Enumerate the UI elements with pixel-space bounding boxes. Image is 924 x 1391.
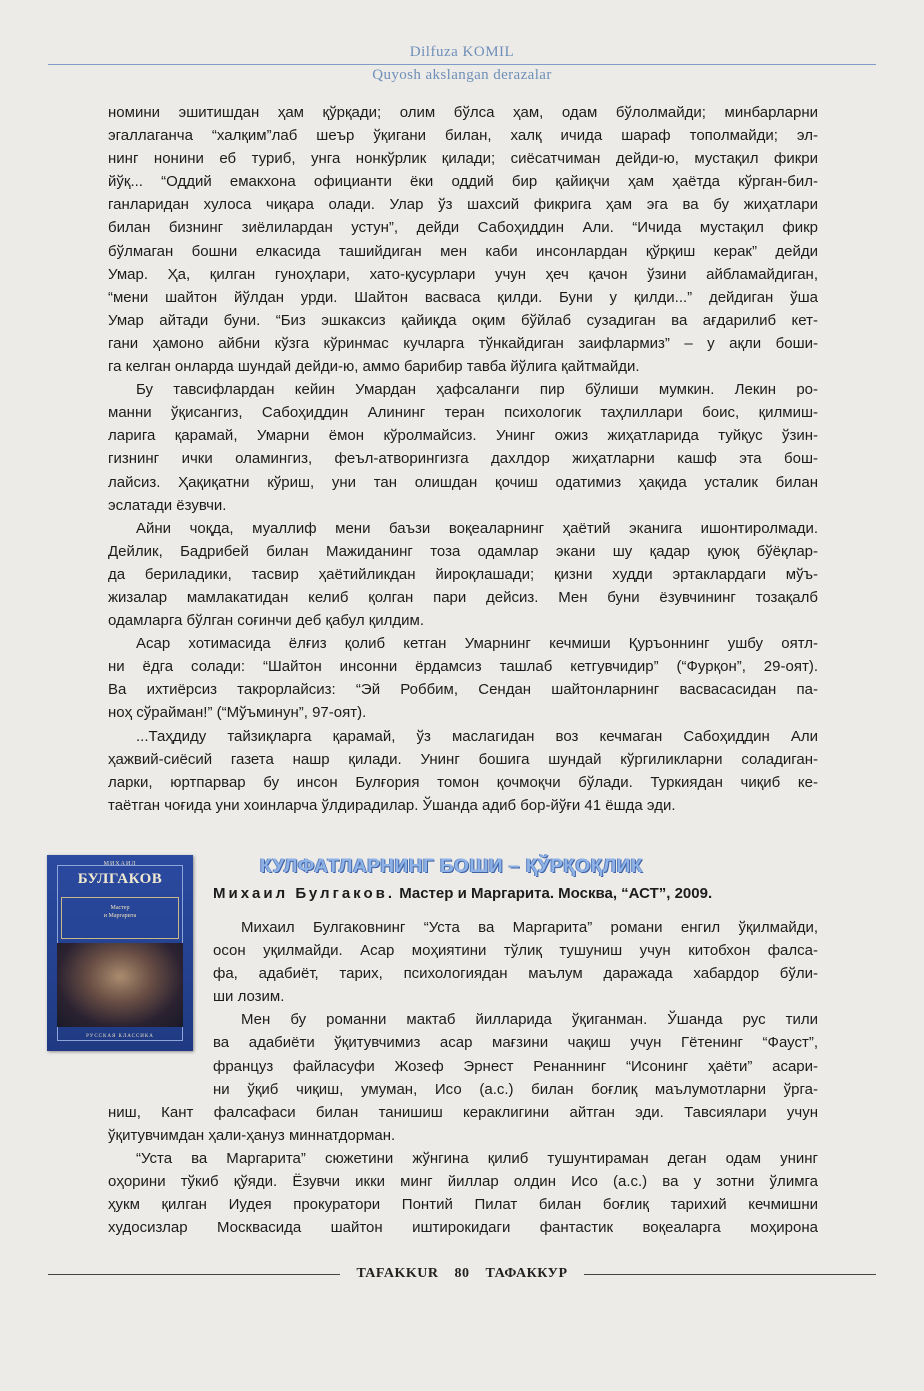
footer-magazine-cyrillic: ТАФАККУР: [485, 1266, 568, 1281]
paragraph: [108, 101, 818, 378]
footer-text: [340, 1266, 583, 1282]
book-reference: [213, 885, 712, 902]
text-line: Михаил Булгаковнинг “Уста ва Маргарита” романи енгил ўқилмайди,: [241, 919, 818, 936]
text-line: жизалар мамлакатидан келиб қолган пари дейсиз. Мен буни ёзувчининг тозақалб: [108, 588, 818, 606]
paragraph: [213, 916, 818, 1008]
text-line: Мен бу романни мактаб йилларида ўқиганман. Ўшанда рус тили: [241, 1011, 818, 1029]
text-line: билан бизнинг зиёлилардан устун”, дейди Сабоҳиддин Али. “Ичида мустақил фикр: [108, 219, 818, 237]
text-line: ларига қарамай, Умарни ёмон кўролмайсиз. Унинг ожиз жиҳатларида туйқус ўзин-: [108, 427, 818, 445]
paragraph: [108, 1147, 818, 1239]
cover-illustration: [57, 943, 183, 1027]
text-line: гизнинг ички оламингиз, феъл-атворингизга дахлдор жиҳатларни кашф эта бош-: [108, 450, 818, 468]
cover-series-name: РУССКАЯ КЛАССИКА: [86, 1034, 154, 1039]
text-line: манни ўқисангиз, Сабоҳиддин Алининг теран психологик таҳлиллари боис, қилмиш-: [108, 404, 818, 422]
text-line: таётган чоғида уни хоинларча ўлдирадилар. Ўшанда адиб бор-йўғи 41 ёшда эди.: [108, 796, 676, 814]
text-line: да бериладики, тасвир ҳаётийликдан йироқлашади; қизни худди эртаклардаги мўъ-: [108, 565, 818, 583]
paragraph: [108, 517, 818, 632]
page-number: 80: [454, 1266, 470, 1281]
article-body-top: [108, 101, 818, 817]
text-line: ...Таҳдиду тайзиқларга қарамай, ўз маслагидан воз кечмаган Сабоҳиддин Али: [136, 727, 818, 745]
text-line: гани ҳамоно айбни кўзга кўринмас кучларга тўнкайдиган заифлармиз” – у ақли боши-: [108, 334, 818, 352]
text-line: ўқитувчимдан ҳали-ҳануз миннатдорман.: [108, 1127, 396, 1145]
article-body-bottom-narrow: [213, 916, 818, 1101]
footer-rule-left: [48, 1274, 340, 1275]
text-line: га келган онларда шундай дейди-ю, аммо барибир тавба йўлига қайтмайди.: [108, 358, 640, 376]
header-rule: [48, 64, 876, 65]
text-line: одамларга бўлган соғинчи деб қабул қилдим.: [108, 612, 425, 630]
text-line: Асар хотимасида ёлғиз қолиб кетган Умарнинг кечмиши Қуръоннинг ушбу оятл-: [136, 635, 818, 653]
article-body-bottom-wide: [108, 1101, 818, 1240]
text-line: номини эшитишдан ҳам қўрқади; олим бўлса ҳам, одам бўлолмайди; минбарларни: [108, 104, 818, 121]
cover-title-line2: и Маргарита: [103, 913, 137, 919]
text-line: эслатади ёзувчи.: [108, 496, 227, 514]
header-author: Dilfuza KOMIL: [409, 44, 515, 60]
text-line: ни ўқиб чиқиш, умуман, Исо (а.с.) билан боғлиқ маълумотларни ўрга-: [213, 1080, 818, 1098]
paragraph-continued: [108, 1101, 818, 1147]
cover-book-title: [47, 904, 193, 920]
cover-author-first-name: МИХАИЛ: [103, 861, 137, 867]
page-footer: [48, 1266, 876, 1282]
text-line: ноҳ сўрайман!” (“Мўъминун”, 97-оят).: [108, 704, 367, 722]
book-cover-image: [47, 855, 193, 1051]
paragraph: [213, 1008, 818, 1100]
text-line: “мени шайтон йўлдан урди. Шайтон васваса қилди. Буни у қилди...” дейдиган ўша: [108, 288, 818, 306]
text-line: ниш, Кант фалсафаси билан танишиш кераклигини айтган эди. Тавсиялари учун: [108, 1104, 818, 1121]
text-line: нинг нонини еб туриб, унга нонкўрлик қилади; сиёсатчиман дейди-ю, мустақил фикри: [108, 150, 818, 168]
paragraph: [108, 632, 818, 724]
text-line: Ва ихтиёрсиз такрорлайсиз: “Эй Роббим, Сендан шайтонларнинг васвасасидан па-: [108, 681, 818, 699]
text-line: худосизлар Москвасида шайтон иштирокидаги фантастик воқеаларга моҳирона: [108, 1219, 818, 1237]
book-ref-author: Михаил Булгаков.: [213, 885, 396, 902]
text-line: ҳукм қилган Иудея прокуратори Понтий Пилат билан боғлиқ тарихий кечмишни: [108, 1196, 818, 1214]
text-line: ва адабиёти ўқитувчимиз асар мағзини чақиш учун Гётенинг “Фауст”,: [213, 1034, 818, 1052]
text-line: Бу тавсифлардан кейин Умардан ҳафсаланги пир бўлиши мумкин. Лекин ро-: [136, 381, 818, 399]
text-line: ни ёдга солади: “Шайтон инсонни ёрдамсиз ташлаб кетгувчидир” (“Фурқон”, 29-оят).: [108, 658, 818, 676]
text-line: оҳорини тўкиб қўяди. Ёзувчи икки минг йиллар олдин Исо (а.с.) ва у зотни ўлимга: [108, 1173, 818, 1191]
text-line: эгаллаганча “халқим”лаб шеър ўқигани билан, халқ ичида шараф тополмайди; эл-: [108, 127, 818, 145]
footer-magazine-latin: TAFAKKUR: [356, 1266, 439, 1281]
book-ref-details: Мастер и Маргарита. Москва, “АСТ”, 2009.: [395, 885, 713, 902]
cover-title-line1: Мастер: [110, 905, 130, 911]
text-line: ши лозим.: [213, 988, 285, 1006]
text-line: Умар. Ҳа, қилган гуноҳлари, хато-қусурлари учун ҳеч қачон ўзини айбламайдиган,: [108, 265, 818, 283]
text-line: бўлмаган бошни елкасида ташийдиган мен каби инсонлардан қўрқиш керак” дейди: [108, 242, 818, 260]
paragraph: [108, 725, 818, 817]
text-line: Айни чоқда, муаллиф мени баъзи воқеаларнинг ҳаётий эканига ишонтиролмади.: [136, 519, 818, 537]
text-line: лайсиз. Ҳақиқатни кўриш, уни тан олишдан қочиш одатимиз ҳақида усталик билан: [108, 473, 818, 491]
section-heading: КУЛФАТЛАРНИНГ БОШИ – ҚЎРҚОҚЛИК: [260, 856, 643, 877]
text-line: осон уқилмайди. Асар моҳиятини тўлиқ тушуниш учун китобхон фалса-: [213, 942, 818, 960]
footer-rule-right: [584, 1274, 876, 1275]
text-line: ганларидан хулоса чиқара олади. Улар ўз шахсий фикрига ҳам эга ва бу жиҳатлари: [108, 196, 818, 214]
text-line: йўқ... “Оддий емакхона официанти ёки оддий бир қайиқчи ҳам ҳаётда кўрган-бил-: [108, 173, 818, 191]
header-title: Quyosh akslangan derazalar: [372, 67, 552, 83]
text-line: француз файласуфи Жозеф Эрнест Ренаннинг “Исонинг ҳаёти” асари-: [213, 1057, 818, 1075]
text-line: “Уста ва Маргарита” сюжетини жўнгина қилиб тушунтираман деган одам унинг: [136, 1150, 818, 1168]
cover-author-name: БУЛГАКОВ: [77, 871, 163, 887]
text-line: фа, адабиёт, тарих, психологиядан маълум даражада хабардор бўли-: [213, 965, 818, 983]
text-line: ҳажвий-сиёсий газета нашр қилади. Унинг бошига шундай кўргиликларни соладиган-: [108, 750, 818, 768]
text-line: Дейлик, Бадрибей билан Мажиданинг тоза одамлар экани шу қадар қуюқ бўёқлар-: [108, 542, 818, 560]
running-header: [48, 44, 876, 84]
text-line: ларки, юртпарвар бу инсон Булғория томон қочмоқчи бўлади. Туркиядан чиқиб ке-: [108, 773, 818, 791]
paragraph: [108, 378, 818, 517]
text-line: Умар айтади буни. “Биз эшкаксиз қайиқда оқим бўйлаб сузадиган ва ағдарилиб кет-: [108, 311, 818, 329]
